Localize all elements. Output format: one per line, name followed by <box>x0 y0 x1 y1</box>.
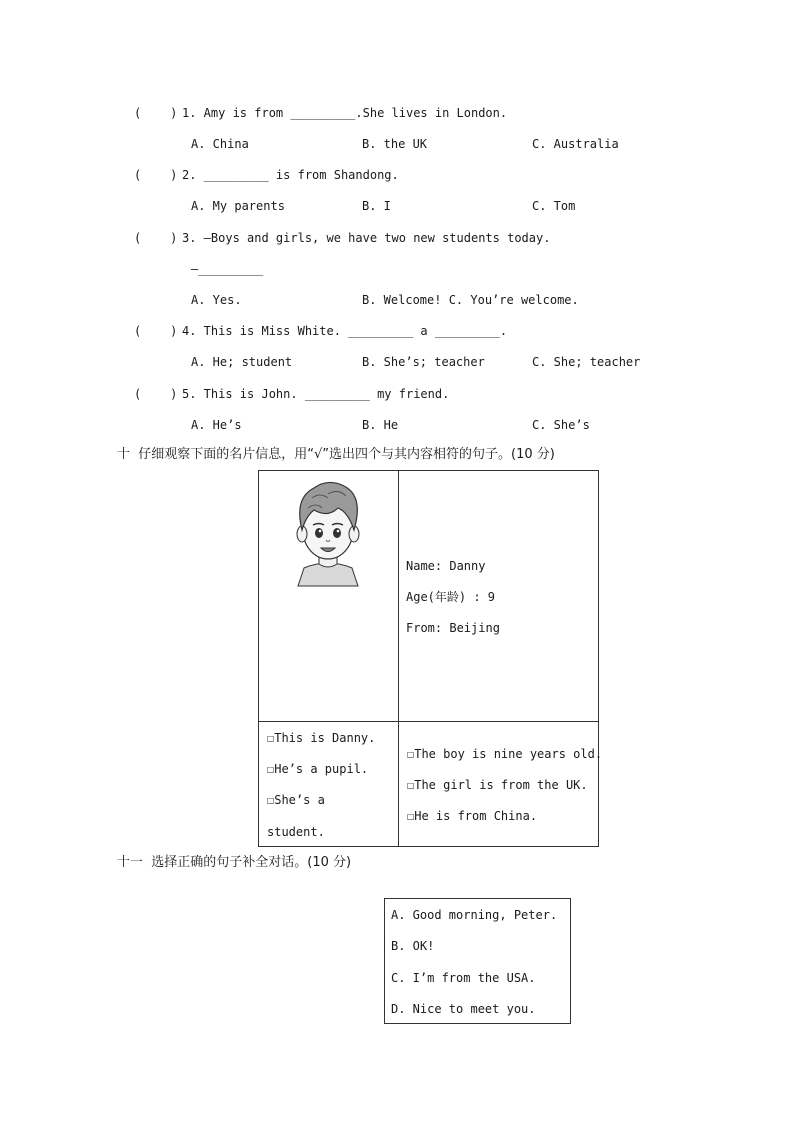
table-divider <box>398 470 399 847</box>
q4-option-c: C. She; teacher <box>532 355 641 369</box>
q5-option-a: A. He’s <box>191 418 242 432</box>
card-name: Name: Danny <box>406 559 486 573</box>
card-age: Age(年龄) : 9 <box>406 590 496 604</box>
boy-portrait-image <box>288 478 368 588</box>
section-11-title: 十一 选择正确的句子补全对话。(10 分) <box>117 855 352 870</box>
question-1-stem: 1. Amy is from _________.She lives in London. <box>182 106 508 120</box>
question-4-stem: 4. This is Miss White. _________ a _________. <box>182 324 508 338</box>
q2-option-a: A. My parents <box>191 199 285 213</box>
q1-option-a: A. China <box>191 137 249 151</box>
checkbox-option-continued: student. <box>267 825 325 839</box>
q5-option-c: C. She’s <box>532 418 590 432</box>
q1-option-b: B. the UK <box>362 137 428 151</box>
question-2-stem: 2. _________ is from Shandong. <box>182 168 399 182</box>
checkbox-option[interactable]: ☐The boy is nine years old. <box>407 747 603 761</box>
checkbox-option[interactable]: ☐He is from China. <box>407 809 538 823</box>
checkbox-option[interactable]: ☐She’s a <box>267 793 325 807</box>
dialogue-option-c: C. I’m from the USA. <box>391 971 536 985</box>
checkbox-option[interactable]: ☐He’s a pupil. <box>267 762 369 776</box>
table-divider <box>258 721 599 722</box>
section-10-title: 十 仔细观察下面的名片信息，用“√”选出四个与其内容相符的句子。(10 分) <box>117 447 555 462</box>
q4-option-a: A. He; student <box>191 355 293 369</box>
answer-paren[interactable]: ( ) <box>134 324 178 338</box>
q1-option-c: C. Australia <box>532 137 619 151</box>
card-from: From: Beijing <box>406 621 500 635</box>
answer-paren[interactable]: ( ) <box>134 231 178 245</box>
q3-option-b: B. Welcome! C. You’re welcome. <box>362 293 579 307</box>
q2-option-c: C. Tom <box>532 199 576 213</box>
q3-option-a: A. Yes. <box>191 293 242 307</box>
question-3-stem: 3. —Boys and girls, we have two new students today. <box>182 231 551 245</box>
question-5-stem: 5. This is John. _________ my friend. <box>182 387 450 401</box>
dialogue-option-a: A. Good morning, Peter. <box>391 908 558 922</box>
checkbox-option[interactable]: ☐This is Danny. <box>267 731 376 745</box>
checkbox-option[interactable]: ☐The girl is from the UK. <box>407 778 588 792</box>
dialogue-option-d: D. Nice to meet you. <box>391 1002 536 1016</box>
dialogue-option-b: B. OK! <box>391 939 435 953</box>
q5-option-b: B. He <box>362 418 399 432</box>
q4-option-b: B. She’s; teacher <box>362 355 485 369</box>
q2-option-b: B. I <box>362 199 391 213</box>
answer-paren[interactable]: ( ) <box>134 168 178 182</box>
answer-paren[interactable]: ( ) <box>134 387 178 401</box>
answer-paren[interactable]: ( ) <box>134 106 178 120</box>
q3-reply-blank: —_________ <box>191 262 264 276</box>
